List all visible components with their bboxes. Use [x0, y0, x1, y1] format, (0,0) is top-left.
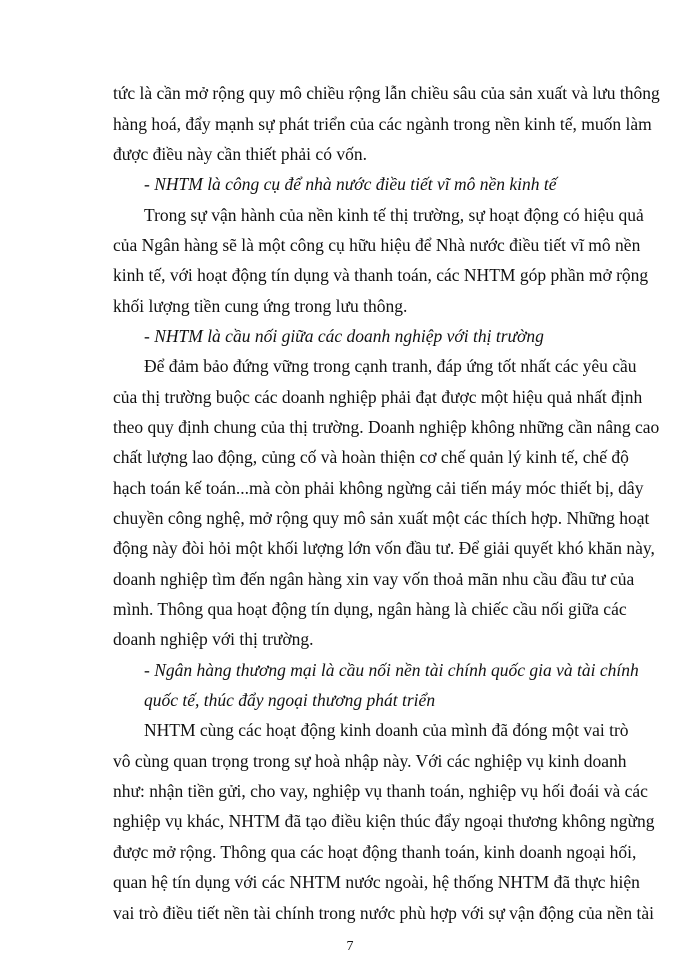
section-heading: - Ngân hàng thương mại là cầu nối nền tài chính quốc gia và tài chính — [144, 660, 639, 680]
paragraph-line: Trong sự vận hành của nền kinh tế thị trường, sự hoạt động có hiệu quả — [144, 205, 644, 225]
paragraph-line: chất lượng lao động, củng cố và hoàn thiện cơ chế quản lý kinh tế, chế độ — [113, 447, 629, 467]
section-heading: - NHTM là cầu nối giữa các doanh nghiệp với thị trường — [144, 326, 544, 346]
section-heading: - NHTM là công cụ để nhà nước điều tiết vĩ mô nền kinh tế — [144, 174, 557, 194]
paragraph-line: quan hệ tín dụng với các NHTM nước ngoài, hệ thống NHTM đã thực hiện — [113, 872, 640, 892]
paragraph-line: được điều này cần thiết phải có vốn. — [113, 144, 367, 164]
paragraph-line: Để đảm bảo đứng vững trong cạnh tranh, đáp ứng tốt nhất các yêu cầu — [144, 356, 637, 376]
paragraph-line: doanh nghiệp tìm đến ngân hàng xin vay vốn thoả mãn nhu cầu đầu tư của — [113, 569, 635, 589]
paragraph-line: của thị trường buộc các doanh nghiệp phải đạt được một hiệu quả nhất định — [113, 387, 643, 407]
paragraph-line: hàng hoá, đẩy mạnh sự phát triển của các ngành trong nền kinh tế, muốn làm — [113, 114, 652, 134]
page-number: 7 — [346, 939, 354, 954]
paragraph-line: nghiệp vụ khác, NHTM đã tạo điều kiện thúc đẩy ngoại thương không ngừng — [113, 811, 655, 831]
paragraph-line: vô cùng quan trọng trong sự hoà nhập này. Với các nghiệp vụ kinh doanh — [113, 751, 627, 771]
paragraph-line: NHTM cùng các hoạt động kinh doanh của mình đã đóng một vai trò — [144, 720, 629, 740]
paragraph-line: được mở rộng. Thông qua các hoạt động thanh toán, kinh doanh ngoại hối, — [113, 842, 637, 862]
section-heading: quốc tế, thúc đẩy ngoại thương phát triển — [144, 690, 436, 710]
paragraph-line: vai trò điều tiết nền tài chính trong nước phù hợp với sự vận động của nền tài — [113, 903, 654, 923]
paragraph-line: của Ngân hàng sẽ là một công cụ hữu hiệu để Nhà nước điều tiết vĩ mô nền — [113, 235, 641, 255]
paragraph-line: kinh tế, với hoạt động tín dụng và thanh toán, các NHTM góp phần mở rộng — [113, 265, 649, 285]
paragraph-line: như: nhận tiền gửi, cho vay, nghiệp vụ thanh toán, nghiệp vụ hối đoái và các — [113, 781, 648, 801]
paragraph-line: doanh nghiệp với thị trường. — [113, 629, 314, 649]
paragraph-line: theo quy định chung của thị trường. Doanh nghiệp không những cần nâng cao — [113, 417, 660, 437]
paragraph-line: động này đòi hỏi một khối lượng lớn vốn đầu tư. Để giải quyết khó khăn này, — [113, 538, 655, 558]
paragraph-line: chuyền công nghệ, mở rộng quy mô sản xuất một các thích hợp. Những hoạt — [113, 508, 650, 528]
paragraph-line: khối lượng tiền cung ứng trong lưu thông. — [113, 296, 408, 316]
paragraph-line: mình. Thông qua hoạt động tín dụng, ngân hàng là chiếc cầu nối giữa các — [113, 599, 627, 619]
paragraph-line: tức là cần mở rộng quy mô chiều rộng lẫn chiều sâu của sản xuất và lưu thông — [113, 83, 660, 103]
paragraph-line: hạch toán kế toán...mà còn phải không ngừng cải tiến máy móc thiết bị, dây — [113, 478, 644, 498]
